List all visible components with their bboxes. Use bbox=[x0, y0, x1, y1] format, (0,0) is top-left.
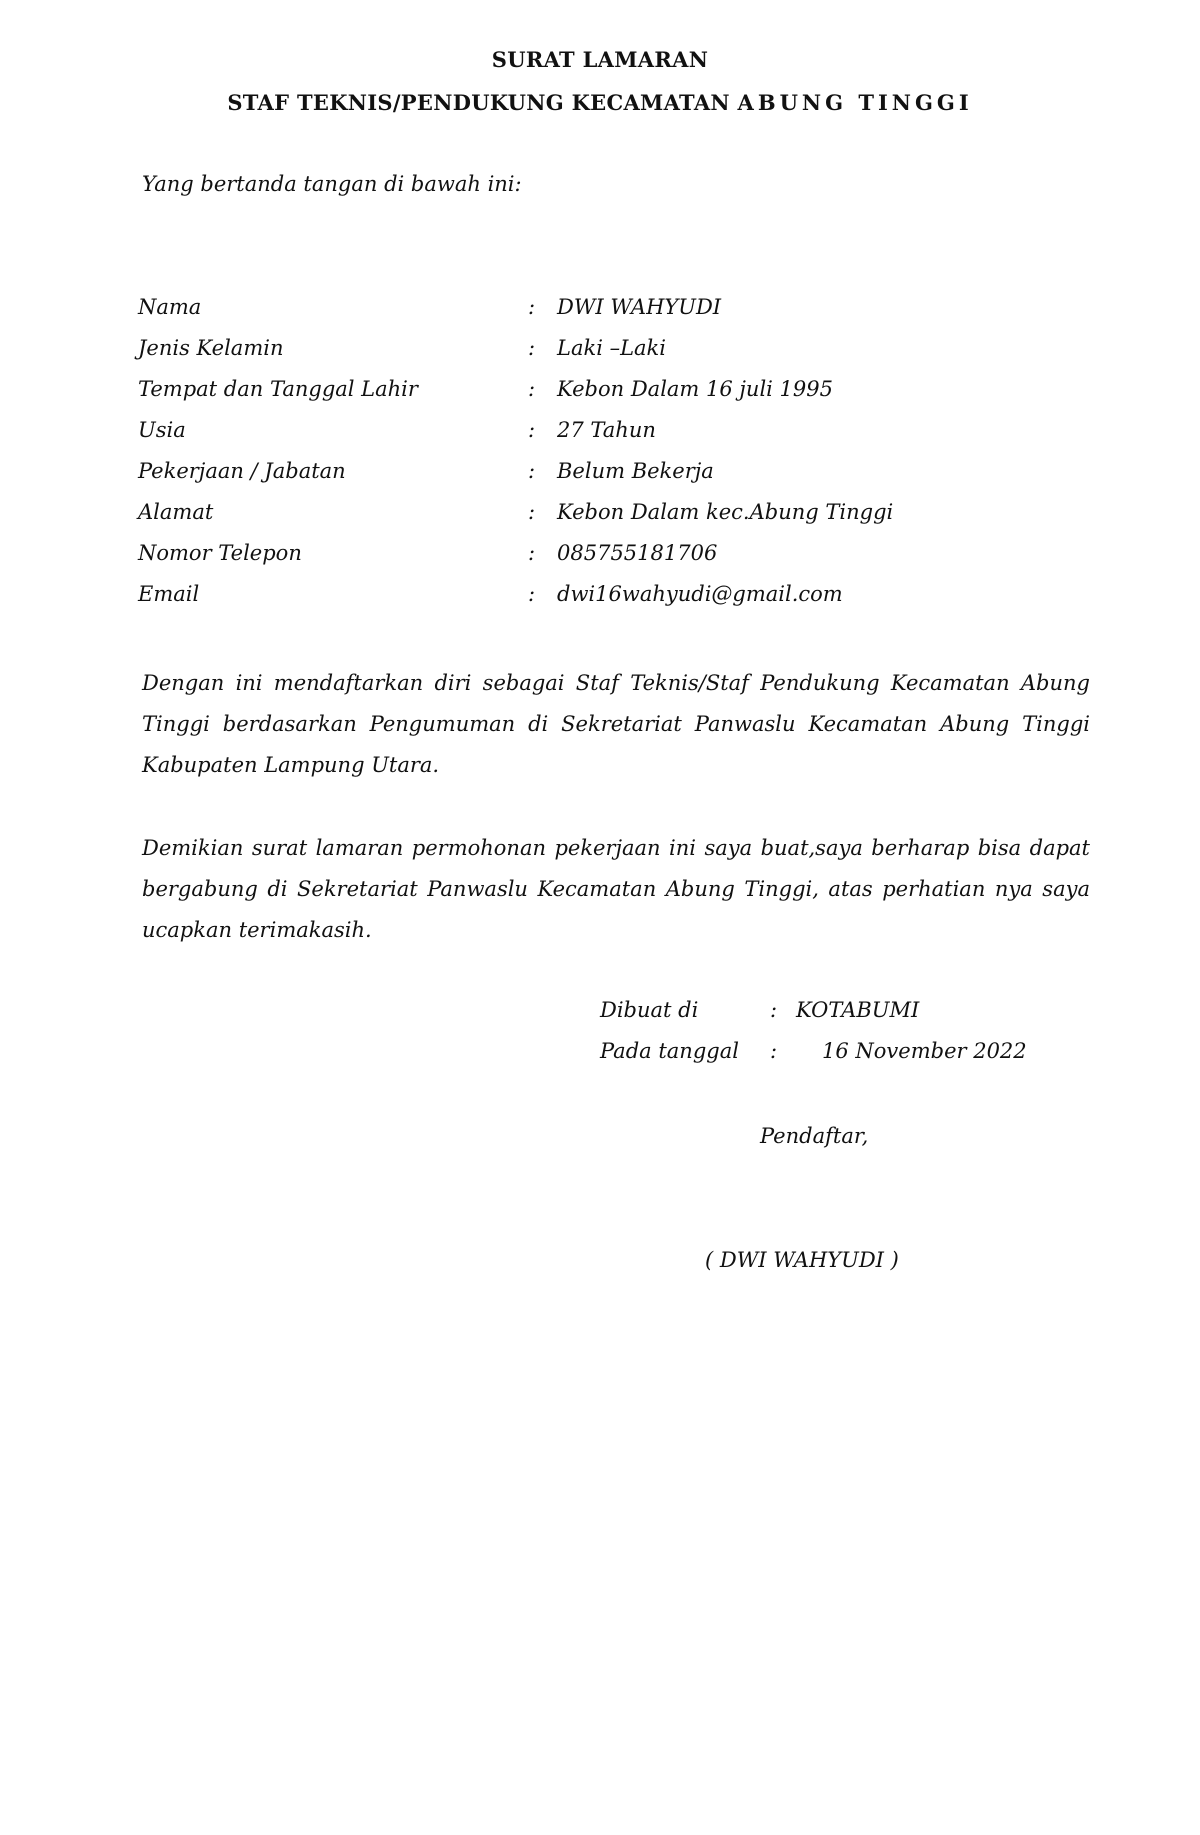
field-row-usia bbox=[138, 418, 1038, 448]
field-value: 27 Tahun bbox=[557, 418, 656, 442]
intro-text: Yang bertanda tangan di bawah ini: bbox=[142, 172, 522, 196]
field-colon: : bbox=[528, 336, 536, 360]
letter-subtitle-prefix: STAF TEKNIS/PENDUKUNG KECAMATAN bbox=[227, 90, 730, 115]
field-value: Belum Bekerja bbox=[557, 459, 714, 483]
field-label: Pekerjaan / Jabatan bbox=[138, 459, 346, 483]
field-row-tempat-tanggal-lahir bbox=[138, 377, 1038, 407]
field-row-nama bbox=[138, 295, 1038, 325]
field-label: Tempat dan Tanggal Lahir bbox=[138, 377, 418, 401]
field-value: DWI WAHYUDI bbox=[557, 295, 722, 319]
field-colon: : bbox=[528, 295, 536, 319]
field-row-email bbox=[138, 582, 1038, 612]
body-paragraph-registration: Dengan ini mendaftarkan diri sebagai Staf Teknis/Staf Pendukung Kecamatan Abung Tinggi berdasarkan Pengumuman di Sekretariat Panwaslu Kecamatan Abung Tinggi Kabupaten Lampung Utara. bbox=[142, 671, 1090, 777]
letter-title: SURAT LAMARAN bbox=[491, 47, 709, 72]
field-colon: : bbox=[528, 418, 536, 442]
signature-name: ( DWI WAHYUDI ) bbox=[705, 1248, 899, 1272]
field-value: Kebon Dalam kec.Abung Tinggi bbox=[557, 500, 894, 524]
place-colon: : bbox=[770, 998, 778, 1022]
date-colon: : bbox=[770, 1039, 778, 1063]
place-label: Dibuat di bbox=[600, 998, 699, 1022]
field-row-alamat bbox=[138, 500, 1038, 530]
field-colon: : bbox=[528, 582, 536, 606]
date-label: Pada tanggal bbox=[600, 1039, 739, 1063]
date-value: 16 November 2022 bbox=[822, 1039, 1027, 1063]
letter-subtitle-location: ABUNG TINGGI bbox=[737, 90, 973, 115]
field-label: Nama bbox=[138, 295, 202, 319]
field-row-nomor-telepon bbox=[138, 541, 1038, 571]
field-value: 085755181706 bbox=[557, 541, 718, 565]
field-value: dwi16wahyudi@gmail.com bbox=[557, 582, 843, 606]
field-label: Jenis Kelamin bbox=[138, 336, 284, 360]
field-colon: : bbox=[528, 377, 536, 401]
field-colon: : bbox=[528, 500, 536, 524]
field-colon: : bbox=[528, 459, 536, 483]
field-label: Alamat bbox=[138, 500, 214, 524]
field-colon: : bbox=[528, 541, 536, 565]
field-label: Usia bbox=[138, 418, 186, 442]
body-paragraph-closing: Demikian surat lamaran permohonan pekerjaan ini saya buat,saya berharap bisa dapat bergabung di Sekretariat Panwaslu Kecamatan Abung Tinggi, atas perhatian nya saya ucapkan terimakasih. bbox=[142, 836, 1090, 942]
field-value: Laki –Laki bbox=[557, 336, 666, 360]
field-label: Nomor Telepon bbox=[138, 541, 302, 565]
field-value: Kebon Dalam 16 juli 1995 bbox=[557, 377, 834, 401]
field-label: Email bbox=[138, 582, 200, 606]
closing-salutation: Pendaftar, bbox=[760, 1124, 869, 1148]
letter-subtitle bbox=[0, 90, 1200, 115]
field-row-pekerjaan bbox=[138, 459, 1038, 489]
field-row-jenis-kelamin bbox=[138, 336, 1038, 366]
place-value: KOTABUMI bbox=[796, 998, 920, 1022]
